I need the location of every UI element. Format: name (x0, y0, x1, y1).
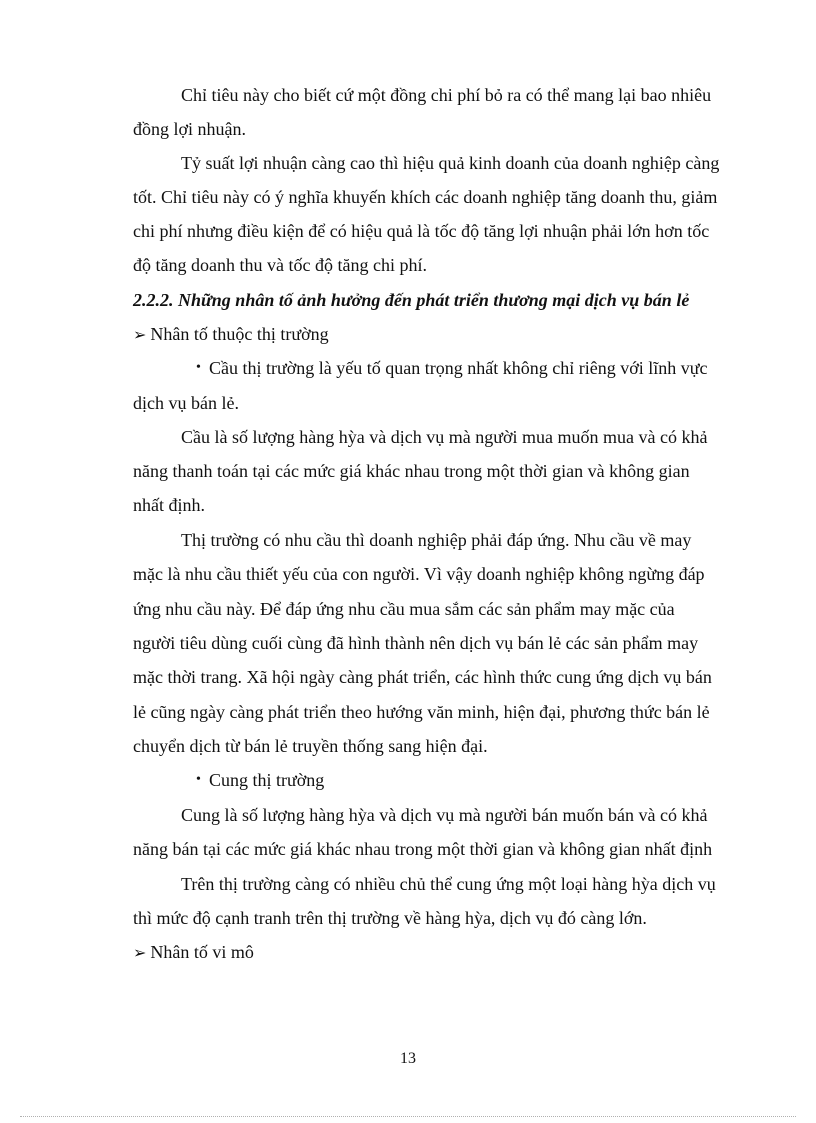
subheading-label: Nhân tố vi mô (150, 942, 254, 962)
subheading-factor-market (133, 323, 329, 347)
paragraph-line: mặc thời trang. Xã hội ngày càng phát triển, các hình thức cung ứng dịch vụ bán (133, 667, 712, 687)
paragraph-line: người tiêu dùng cuối cùng đã hình thành nên dịch vụ bán lẻ các sản phẩm may (133, 633, 699, 653)
paragraph-line: Tỷ suất lợi nhuận càng cao thì hiệu quả kinh doanh của doanh nghiệp càng (181, 153, 720, 173)
section-heading: 2.2.2. Những nhân tố ảnh hưởng đến phát triển thương mại dịch vụ bán lẻ (133, 290, 690, 310)
subheading-factor-micro (133, 941, 254, 965)
paragraph-line: độ tăng doanh thu và tốc độ tăng chi phí. (133, 255, 427, 275)
paragraph-line: đồng lợi nhuận. (133, 119, 247, 139)
page-number: 13 (400, 1050, 416, 1067)
bullet-line: dịch vụ bán lẻ. (133, 393, 239, 413)
paragraph-line: tốt. Chỉ tiêu này có ý nghĩa khuyến khích các doanh nghiệp tăng doanh thu, giảm (133, 187, 718, 207)
subheading-label: Nhân tố thuộc thị trường (150, 324, 329, 344)
paragraph-line: năng thanh toán tại các mức giá khác nhau trong một thời gian và không gian (133, 461, 690, 481)
bullet-dot-icon: • (196, 360, 201, 375)
arrow-bullet-icon: ➢ (133, 327, 147, 344)
paragraph-line: năng bán tại các mức giá khác nhau trong một thời gian và không gian nhất định (133, 839, 713, 859)
paragraph-line: thì mức độ cạnh tranh trên thị trường về hàng hỳa, dịch vụ đó càng lớn. (133, 908, 647, 928)
paragraph-line: nhất định. (133, 495, 205, 515)
paragraph-line: chuyển dịch từ bán lẻ truyền thống sang hiện đại. (133, 736, 488, 756)
page-bottom-divider (20, 1116, 796, 1117)
paragraph-line: chi phí nhưng điều kiện để có hiệu quả là tốc độ tăng lợi nhuận phải lớn hơn tốc (133, 221, 710, 241)
paragraph-line: Cầu là số lượng hàng hỳa và dịch vụ mà người mua muốn mua và có khả (181, 427, 708, 447)
paragraph-line: ứng nhu cầu này. Để đáp ứng nhu cầu mua sắm các sản phẩm may mặc của (133, 599, 675, 619)
paragraph-line: Thị trường có nhu cầu thì doanh nghiệp phải đáp ứng. Nhu cầu về may (181, 530, 692, 550)
paragraph-line: Trên thị trường càng có nhiều chủ thể cung ứng một loại hàng hỳa dịch vụ (181, 874, 716, 894)
bullet-line: Cầu thị trường là yếu tố quan trọng nhất không chỉ riêng với lĩnh vực (209, 358, 708, 378)
arrow-bullet-icon: ➢ (133, 945, 147, 962)
paragraph-line: Cung là số lượng hàng hỳa và dịch vụ mà người bán muốn bán và có khả (181, 805, 708, 825)
paragraph-line: Chỉ tiêu này cho biết cứ một đồng chi phí bỏ ra có thể mang lại bao nhiêu (181, 85, 712, 105)
paragraph-line: lẻ cũng ngày càng phát triển theo hướng văn minh, hiện đại, phương thức bán lẻ (133, 702, 710, 722)
paragraph-line: mặc là nhu cầu thiết yếu của con người. Vì vậy doanh nghiệp không ngừng đáp (133, 564, 705, 584)
bullet-dot-icon: • (196, 772, 201, 787)
bullet-line: Cung thị trường (209, 770, 325, 790)
